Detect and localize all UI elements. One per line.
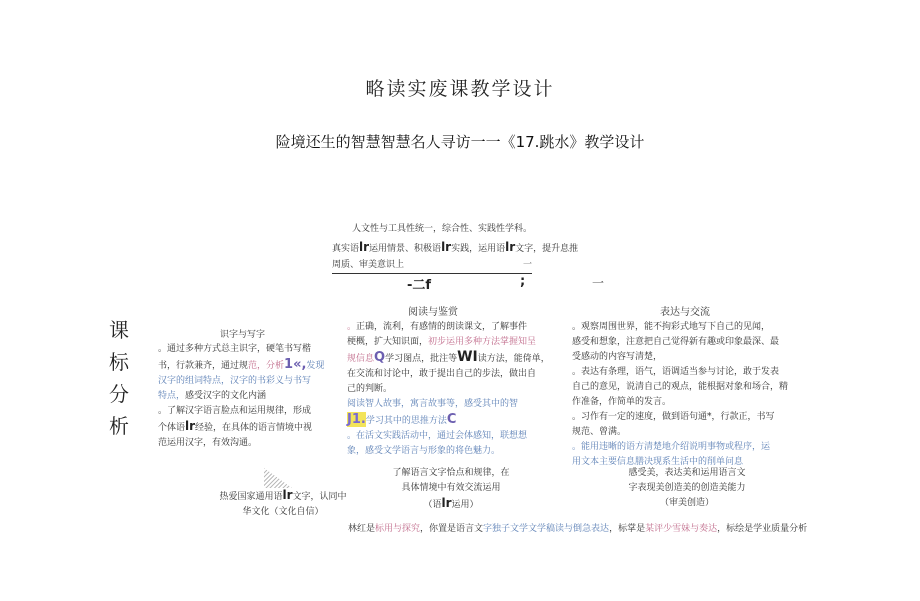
col2-line-c: 读方法，能倚单， xyxy=(477,354,550,364)
garble-mark: WI xyxy=(457,349,478,365)
bottom-text: 文字，认同中 xyxy=(292,492,347,502)
side-label-char: 析 xyxy=(109,414,129,438)
garble-mark: 1«, xyxy=(284,357,307,372)
top-line-2-a: 真实语 xyxy=(332,244,360,254)
footer-text: ，标掌是 xyxy=(609,524,646,534)
col2-line xyxy=(347,320,552,335)
col3-line: 感受和想象，注意把自己觉得新有趣或印象最深、最 xyxy=(572,337,780,347)
col3-line: 。习作有一定的速度，做到语句通*，行款正，书写 xyxy=(572,412,775,422)
col2-line: 在交流和讨论中，敢于提出自己的步法，做出自 xyxy=(347,369,537,379)
garble-mark: lr xyxy=(441,496,452,510)
col1-line-b: 范，分析 xyxy=(248,361,285,371)
col3-line: 。表达有条理，语气，语调适当参与讨论，敢于发表 xyxy=(572,367,780,377)
bottom-text: 运用） xyxy=(451,500,479,510)
top-line-4-b: ; xyxy=(520,274,526,289)
col3-line: 。观察周围世界，能不拘彩式地写下自己的见闻， xyxy=(572,322,771,332)
bottom-block-2-line xyxy=(376,496,526,513)
col2-line: 。在活文实践活动中，通过会体感知，联想想 xyxy=(347,431,528,441)
document-subtitle: 险境还生的智慧智慧名人寻访一一《17.跳水》教学设计 xyxy=(275,133,645,151)
col2-line xyxy=(347,412,552,429)
col2-line-b: 初步运用多种方法掌握知呈 xyxy=(428,337,537,347)
col2-line-a: 规信息 xyxy=(347,354,375,364)
bottom-block-3-line: 字表现美创造美的创造美能力 xyxy=(628,483,746,493)
side-label-char: 课 xyxy=(109,318,129,342)
top-line-4-a: -二f xyxy=(407,278,432,293)
bottom-block-2 xyxy=(376,466,526,513)
col3-line: 自己的意见，说清自己的观点，能根据对象和场合，精 xyxy=(572,382,789,392)
garble-mark: lr xyxy=(441,240,452,254)
col3-line: 作准备，作简单的发言。 xyxy=(572,397,672,407)
bottom-block-2-line: 具体情境中有效交流运用 xyxy=(401,483,501,493)
top-line-2-b: 运用情景、积极语 xyxy=(369,244,442,254)
col1-line-a: 书，行款兼齐，通过规 xyxy=(158,361,249,371)
col2-heading: 阅读与鉴赏 xyxy=(408,307,458,318)
col2-line xyxy=(347,335,552,350)
footer-text: 字独子文学文学稿读与倒急表达 xyxy=(483,524,610,534)
top-line-2 xyxy=(332,240,578,257)
bottom-block-3-line: （审美创造） xyxy=(659,498,714,508)
col2-line-b: 学习图点，批注等 xyxy=(385,354,458,364)
bottom-block-3-line: 感受美，表达美和运用语言文 xyxy=(628,468,746,478)
hatch-decoration xyxy=(264,468,292,488)
col1-body xyxy=(158,342,358,451)
top-line-3-a: 周质、审美意识上 xyxy=(332,260,405,270)
col1-line-b: 经验，在具体的语言情境中视 xyxy=(195,423,313,433)
col1-line-a: 个体语 xyxy=(158,423,186,433)
garble-mark: lr xyxy=(505,240,516,254)
col2-line: 象，感受文学语言与形象的将色魅力。 xyxy=(347,446,501,456)
bottom-block-2-line: 了解语言文字恰点和规律，在 xyxy=(392,468,510,478)
col1-heading: 识字与写字 xyxy=(220,330,266,340)
footer-line xyxy=(348,522,807,537)
top-line-4-c: 一 xyxy=(592,276,605,290)
col3-body xyxy=(572,320,812,470)
col1-line: 。通过多种方式总主识字，硬笔书写楷 xyxy=(158,344,312,354)
top-line-3-b: 一 xyxy=(522,260,532,270)
col1-line-c: 发现 xyxy=(306,361,325,371)
bottom-block-3 xyxy=(602,466,772,511)
col1-line: 范运用汉字，有效沟通。 xyxy=(158,438,258,448)
col2-body xyxy=(347,320,552,459)
garble-mark: J1. xyxy=(347,412,366,427)
top-line-2-d: 文字，提升息推 xyxy=(515,244,579,254)
footer-text: ，你置是语言文 xyxy=(420,524,484,534)
col2-line: 己的判断。 xyxy=(347,384,393,394)
garble-mark: lr xyxy=(185,419,196,433)
bottom-text: （语 xyxy=(423,500,442,510)
col1-line-b: 感受汉字的文化内涵 xyxy=(185,391,267,401)
bottom-block-1 xyxy=(208,488,358,520)
col2-line-a: 学习其中的思推方法 xyxy=(365,416,447,426)
col1-line xyxy=(158,419,358,436)
col3-line: 。能用违晰的语方清楚地介绍说明事物或程序，运 xyxy=(572,442,771,452)
footer-text: 标用与探究 xyxy=(375,524,421,534)
bottom-text: 热爱国家通用语 xyxy=(219,492,283,502)
col1-line xyxy=(158,357,358,374)
col3-line: 规范、曾满。 xyxy=(572,427,627,437)
col1-line: 。了解汉字语言脸点和运用规律，形成 xyxy=(158,406,312,416)
col2-line xyxy=(347,350,552,367)
top-line-1: 人文性与工具性统一，综合性、实践性学科。 xyxy=(352,224,533,234)
side-label-char: 分 xyxy=(109,382,129,406)
col3-line: 用文本主要信息膳决现系生活中的削单问息 xyxy=(572,457,744,467)
col2-line-a: 梗概，扩大知识面， xyxy=(347,337,429,347)
col1-line xyxy=(158,389,358,404)
col1-line-a: 特点， xyxy=(158,391,186,401)
col3-heading: 表达与交流 xyxy=(660,307,710,318)
top-line-3 xyxy=(332,258,532,274)
garble-mark: lr xyxy=(282,488,293,502)
top-line-2-c: 实践，运用语 xyxy=(451,244,506,254)
footer-text: ，标绘是学业质量分析 xyxy=(717,524,808,534)
side-label-char: 标 xyxy=(109,350,129,374)
footer-text: 某评少雪妹与奏达 xyxy=(645,524,718,534)
col3-line: 受感动的内容写清楚， xyxy=(572,352,663,362)
footer-text: 林红是 xyxy=(348,524,376,534)
garble-mark: C xyxy=(446,412,457,427)
garble-mark: Q xyxy=(374,350,386,365)
col2-line-a: 。 xyxy=(347,322,357,332)
document-title: 略读实废课教学设计 xyxy=(365,78,555,100)
bottom-block-1-line xyxy=(208,488,358,505)
garble-mark: lr xyxy=(359,240,370,254)
col2-line: 阅读智人故事，寓言故事等，感受其中的智 xyxy=(347,399,519,409)
bottom-block-1-line: 华文化（文化自信） xyxy=(242,507,324,517)
col2-line-b: 正确，流利，有感情的朗读课文，了解事件 xyxy=(356,322,528,332)
col1-line: 汉字的组词特点，汉字的书彩义与书写 xyxy=(158,376,312,386)
